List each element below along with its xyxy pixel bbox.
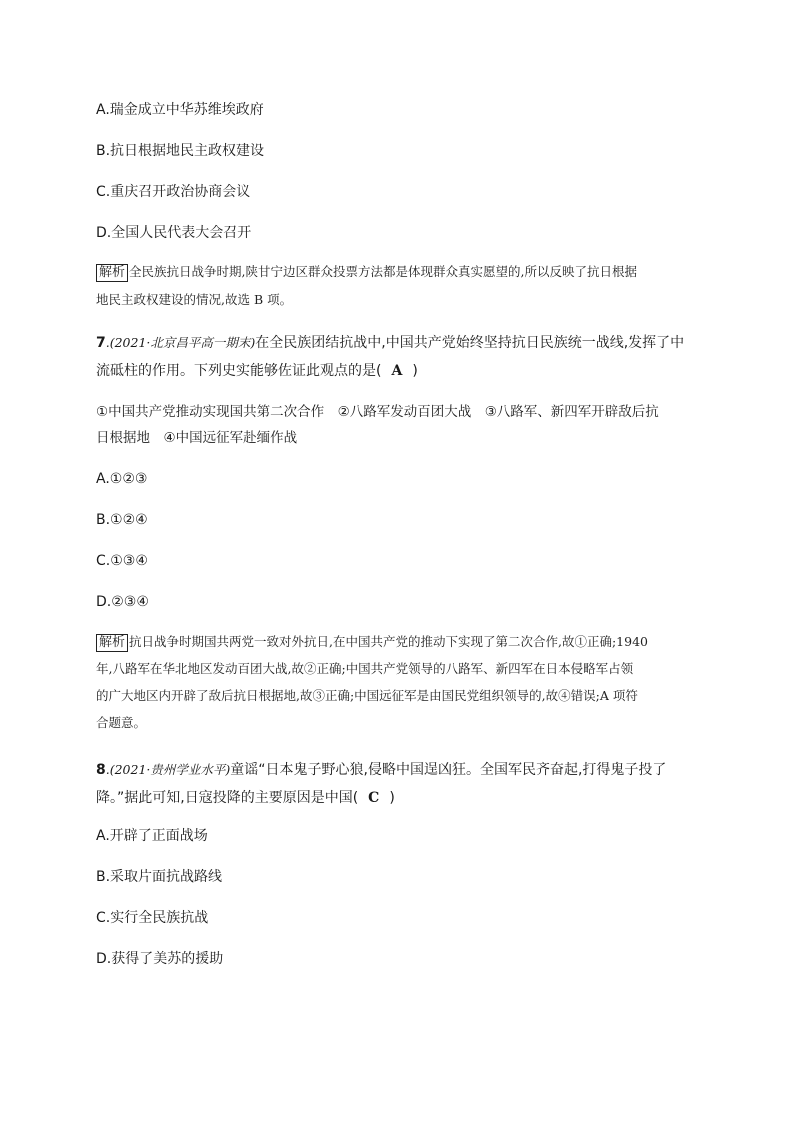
q8-option-c: C.实行全民族抗战 xyxy=(96,910,209,926)
q7-explanation-line3: 的广大地区内开辟了敌后抗日根据地,故③正确;中国远征军是由国民党组织领导的,故④错误;A 项符 xyxy=(96,688,638,703)
q8-source: .(2021·贵州学业水平) xyxy=(105,762,231,777)
q7-option-a: A.①②③ xyxy=(96,471,148,487)
q7-stem xyxy=(96,333,684,353)
q7-stem-line2 xyxy=(96,361,418,381)
q7-explanation-line2: 年,八路军在华北地区发动百团大战,故②正确;中国共产党领导的八路军、新四军在日本侵略军占领 xyxy=(96,661,634,676)
q7-items-line2: 日根据地 ④中国远征军赴缅作战 xyxy=(96,430,298,446)
explanation-tag: 解析 xyxy=(96,634,128,652)
q8-number: 8 xyxy=(96,762,106,778)
q8-stem-line2 xyxy=(96,788,395,808)
q6-explanation-line2: 地民主政权建设的情况,故选 B 项。 xyxy=(96,292,293,307)
q7-explanation-line1: 抗日战争时期国共两党一致对外抗日,在中国共产党的推动下实现了第二次合作,故①正确;1940 xyxy=(129,634,648,649)
q7-items-line1: ①中国共产党推动实现国共第二次合作 ②八路军发动百团大战 ③八路军、新四军开辟敌后抗 xyxy=(96,404,659,420)
q7-explanation-line4: 合题意。 xyxy=(96,715,147,730)
q7-option-c: C.①③④ xyxy=(96,553,148,569)
q7-option-d: D.②③④ xyxy=(96,594,149,610)
q8-stem-close: ) xyxy=(389,790,395,806)
q6-explanation xyxy=(96,262,637,282)
q6-option-d: D.全国人民代表大会召开 xyxy=(96,225,252,241)
q8-option-d: D.获得了美苏的援助 xyxy=(96,951,224,967)
q7-stem-close: ) xyxy=(412,363,418,379)
q8-option-a: A.开辟了正面战场 xyxy=(96,828,208,844)
q7-option-b: B.①②④ xyxy=(96,512,148,528)
q6-explanation-line1: 全民族抗日战争时期,陕甘宁边区群众投票方法都是体现群众真实愿望的,所以反映了抗日根据 xyxy=(129,264,637,279)
q8-stem-line2-text: 降。”据此可知,日寇投降的主要原因是中国( xyxy=(96,790,359,806)
q8-answer: C xyxy=(368,790,380,806)
q8-stem xyxy=(96,760,666,780)
q7-stem-line1: 在全民族团结抗战中,中国共产党始终坚持抗日民族统一战线,发挥了中 xyxy=(255,335,685,351)
q6-option-c: C.重庆召开政治协商会议 xyxy=(96,184,251,200)
q7-source: .(2021·北京昌平高一期末) xyxy=(105,335,256,350)
explanation-tag: 解析 xyxy=(96,264,128,282)
q6-option-b: B.抗日根据地民主政权建设 xyxy=(96,143,265,159)
q8-stem-line1: 童谣“日本鬼子野心狼,侵略中国逞凶狂。全国军民齐奋起,打得鬼子投了 xyxy=(230,762,667,778)
q6-option-a: A.瑞金成立中华苏维埃政府 xyxy=(96,102,264,118)
q7-number: 7 xyxy=(96,335,106,351)
q8-option-b: B.采取片面抗战路线 xyxy=(96,869,223,885)
q7-explanation xyxy=(96,632,648,652)
q7-stem-line2-text: 流砥柱的作用。下列史实能够佐证此观点的是( xyxy=(96,363,382,379)
q7-answer: A xyxy=(391,363,403,379)
